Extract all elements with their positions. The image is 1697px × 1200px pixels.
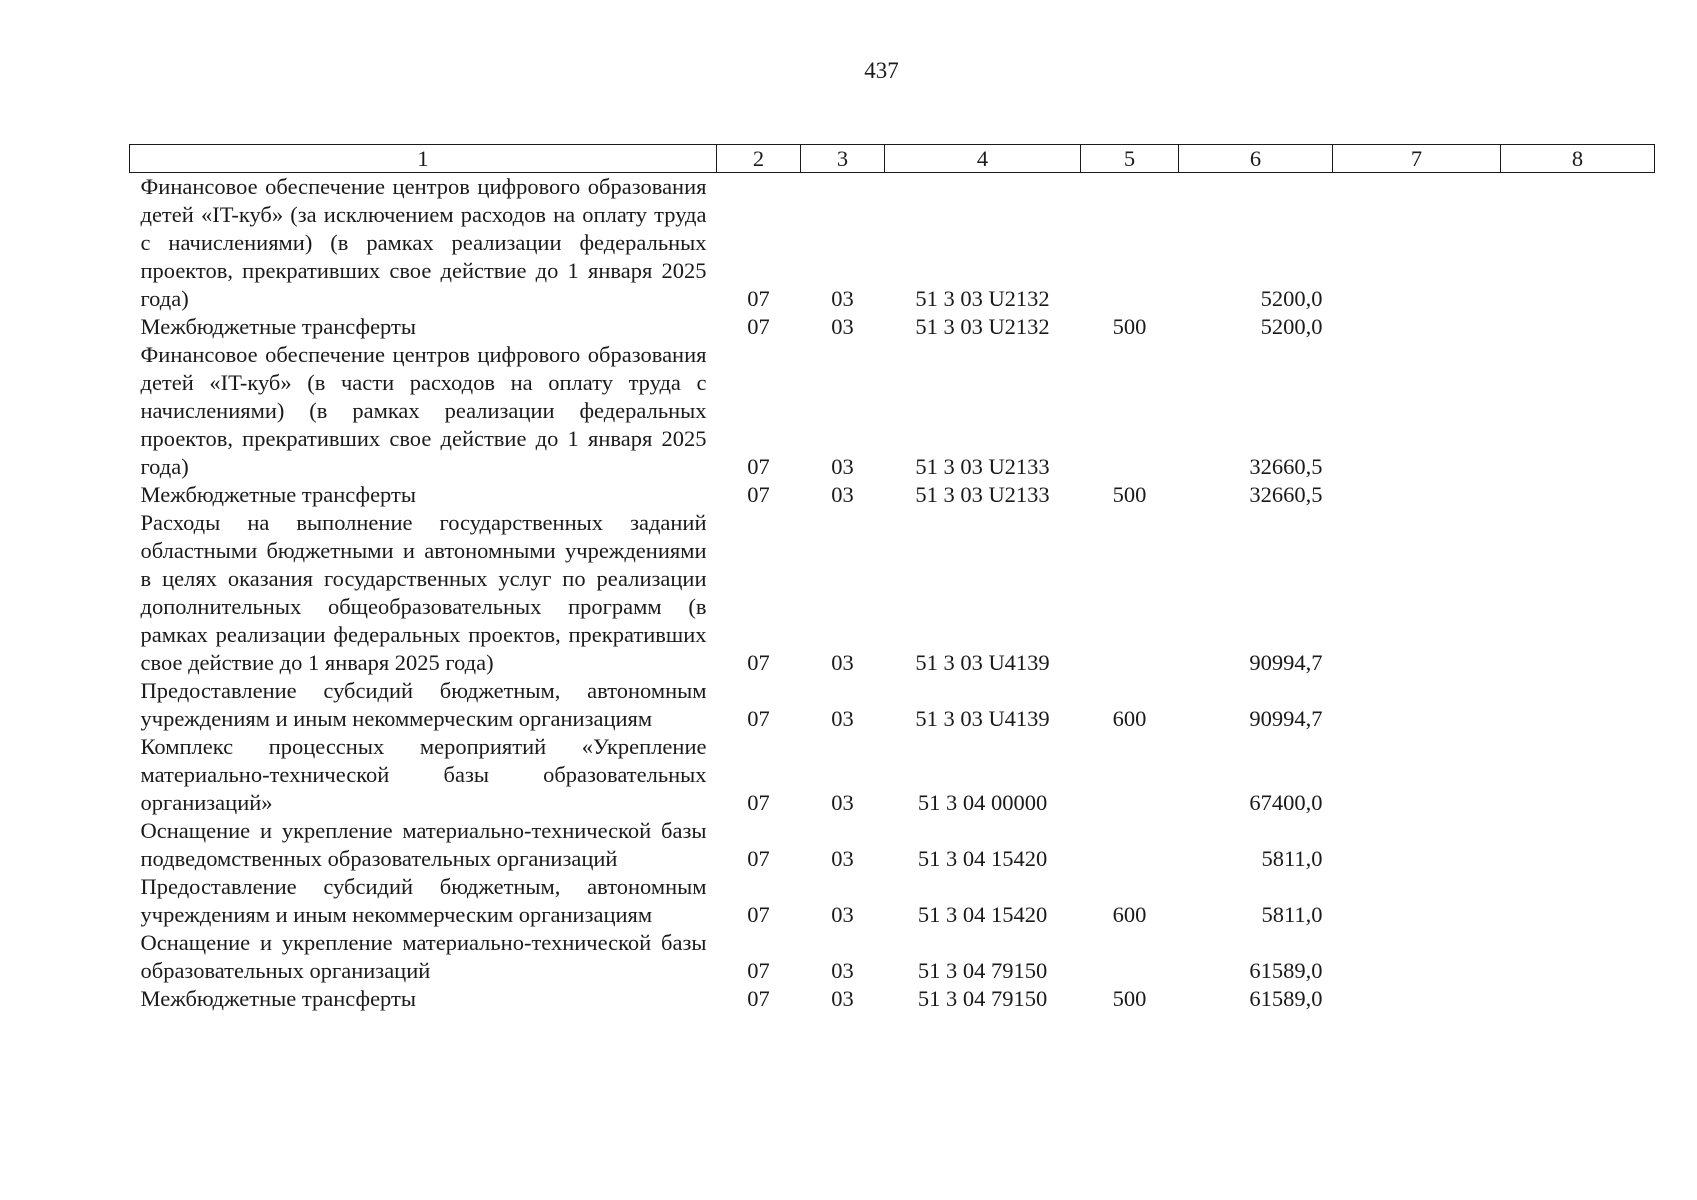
subsection-code: 03 <box>831 286 854 311</box>
amount-col-7 <box>1333 733 1501 817</box>
amount-col-8 <box>1501 929 1655 985</box>
amount-col-7 <box>1333 929 1501 985</box>
expense-name: Предоставление субсидий бюджетным, автономным учреждениям и иным некоммерческим организациям <box>140 874 707 927</box>
amount-col-8 <box>1501 733 1655 817</box>
expense-name: Расходы на выполнение государственных заданий областными бюджетными и автономными учреждениями в целях оказания государственных услуг по реализации дополнительных общеобразовательных программ (в рамках реализации федеральных проектов, прекративших свое действие до 1 января 2025 года) <box>140 510 707 675</box>
table-row <box>130 873 1655 929</box>
target-article-code: 51 3 03 U2132 <box>915 286 1050 311</box>
subsection-code: 03 <box>831 706 854 731</box>
table-row <box>130 481 1655 509</box>
amount-col-8 <box>1501 341 1655 481</box>
expense-name: Оснащение и укрепление материально-технической базы образовательных организаций <box>140 930 707 983</box>
target-article-code: 51 3 04 79150 <box>917 986 1048 1011</box>
column-header-6: 6 <box>1179 145 1333 173</box>
column-header-8: 8 <box>1501 145 1655 173</box>
section-code: 07 <box>747 286 770 311</box>
amount: 5811,0 <box>1261 902 1323 927</box>
expense-type-code: 500 <box>1112 482 1147 507</box>
expense-type-code: 600 <box>1112 706 1147 731</box>
subsection-code: 03 <box>831 902 854 927</box>
section-code: 07 <box>747 790 770 815</box>
subsection-code: 03 <box>831 790 854 815</box>
section-code: 07 <box>747 846 770 871</box>
target-article-code: 51 3 03 U2132 <box>915 314 1050 339</box>
amount-col-7 <box>1333 481 1501 509</box>
budget-table <box>129 144 1655 1013</box>
amount-col-7 <box>1333 985 1501 1013</box>
header-row <box>130 145 1655 173</box>
expense-type-code <box>1081 173 1179 314</box>
subsection-code: 03 <box>831 482 854 507</box>
amount-col-7 <box>1333 509 1501 677</box>
section-code: 07 <box>747 986 770 1011</box>
column-header-4: 4 <box>885 145 1081 173</box>
table-row <box>130 341 1655 481</box>
expense-name: Предоставление субсидий бюджетным, автономным учреждениям и иным некоммерческим организациям <box>140 678 707 731</box>
expense-name: Финансовое обеспечение центров цифрового образования детей «IT-куб» (в части расходов на оплату труда с начислениями) (в рамках реализации федеральных проектов, прекративших свое действие до 1 января 2025 года) <box>140 342 707 479</box>
amount-col-7 <box>1333 313 1501 341</box>
section-code: 07 <box>747 706 770 731</box>
amount-col-8 <box>1501 509 1655 677</box>
target-article-code: 51 3 03 U4139 <box>915 706 1050 731</box>
table-row <box>130 173 1655 314</box>
amount: 90994,7 <box>1249 650 1323 675</box>
expense-name: Межбюджетные трансферты <box>140 986 416 1011</box>
table-row <box>130 677 1655 733</box>
section-code: 07 <box>747 482 770 507</box>
expense-name: Финансовое обеспечение центров цифрового образования детей «IT-куб» (за исключением расходов на оплату труда с начислениями) (в рамках реализации федеральных проектов, прекративших свое действие до 1 января 2025 года) <box>140 174 707 311</box>
target-article-code: 51 3 04 15420 <box>917 846 1048 871</box>
column-header-5: 5 <box>1081 145 1179 173</box>
amount-col-8 <box>1501 481 1655 509</box>
expense-name: Межбюджетные трансферты <box>140 314 416 339</box>
amount-col-8 <box>1501 677 1655 733</box>
subsection-code: 03 <box>831 314 854 339</box>
target-article-code: 51 3 04 15420 <box>917 902 1048 927</box>
amount: 67400,0 <box>1249 790 1323 815</box>
amount-col-7 <box>1333 817 1501 873</box>
table-row <box>130 985 1655 1013</box>
expense-name: Комплекс процессных мероприятий «Укрепление материально-технической базы образовательных организаций» <box>140 734 707 815</box>
amount: 5811,0 <box>1261 846 1323 871</box>
table-header <box>130 145 1655 173</box>
section-code: 07 <box>747 454 770 479</box>
table-row <box>130 733 1655 817</box>
expense-type-code <box>1081 509 1179 677</box>
expense-type-code: 600 <box>1112 902 1147 927</box>
amount: 5200,0 <box>1260 286 1323 311</box>
amount-col-8 <box>1501 313 1655 341</box>
subsection-code: 03 <box>831 958 854 983</box>
subsection-code: 03 <box>831 846 854 871</box>
amount-col-8 <box>1501 173 1655 314</box>
amount: 5200,0 <box>1260 314 1323 339</box>
amount-col-7 <box>1333 341 1501 481</box>
target-article-code: 51 3 04 00000 <box>917 790 1048 815</box>
column-header-7: 7 <box>1333 145 1501 173</box>
amount-col-7 <box>1333 173 1501 314</box>
amount-col-7 <box>1333 873 1501 929</box>
table-row <box>130 817 1655 873</box>
target-article-code: 51 3 04 79150 <box>917 958 1048 983</box>
expense-name: Оснащение и укрепление материально-технической базы подведомственных образовательных организаций <box>140 818 707 871</box>
expense-name: Межбюджетные трансферты <box>140 482 416 507</box>
subsection-code: 03 <box>831 650 854 675</box>
column-header-2: 2 <box>717 145 801 173</box>
subsection-code: 03 <box>831 454 854 479</box>
amount-col-8 <box>1501 985 1655 1013</box>
column-header-3: 3 <box>801 145 885 173</box>
amount: 32660,5 <box>1249 454 1323 479</box>
expense-type-code: 500 <box>1112 314 1147 339</box>
amount-col-8 <box>1501 817 1655 873</box>
target-article-code: 51 3 03 U4139 <box>915 650 1050 675</box>
section-code: 07 <box>747 958 770 983</box>
amount-col-7 <box>1333 677 1501 733</box>
section-code: 07 <box>747 650 770 675</box>
amount: 61589,0 <box>1249 986 1323 1011</box>
table-row <box>130 313 1655 341</box>
subsection-code: 03 <box>831 986 854 1011</box>
target-article-code: 51 3 03 U2133 <box>915 454 1050 479</box>
column-header-1: 1 <box>130 145 717 173</box>
section-code: 07 <box>747 314 770 339</box>
table-row <box>130 509 1655 677</box>
expense-type-code: 500 <box>1112 986 1147 1011</box>
amount-col-8 <box>1501 873 1655 929</box>
target-article-code: 51 3 03 U2133 <box>915 482 1050 507</box>
section-code: 07 <box>747 902 770 927</box>
amount: 32660,5 <box>1249 482 1323 507</box>
expense-type-code <box>1081 733 1179 817</box>
expense-type-code <box>1081 929 1179 985</box>
table-body <box>130 173 1655 1014</box>
amount: 61589,0 <box>1249 958 1323 983</box>
table-row <box>130 929 1655 985</box>
amount: 90994,7 <box>1249 706 1323 731</box>
expense-type-code <box>1081 341 1179 481</box>
expense-type-code <box>1081 817 1179 873</box>
page-number: 437 <box>864 58 899 83</box>
